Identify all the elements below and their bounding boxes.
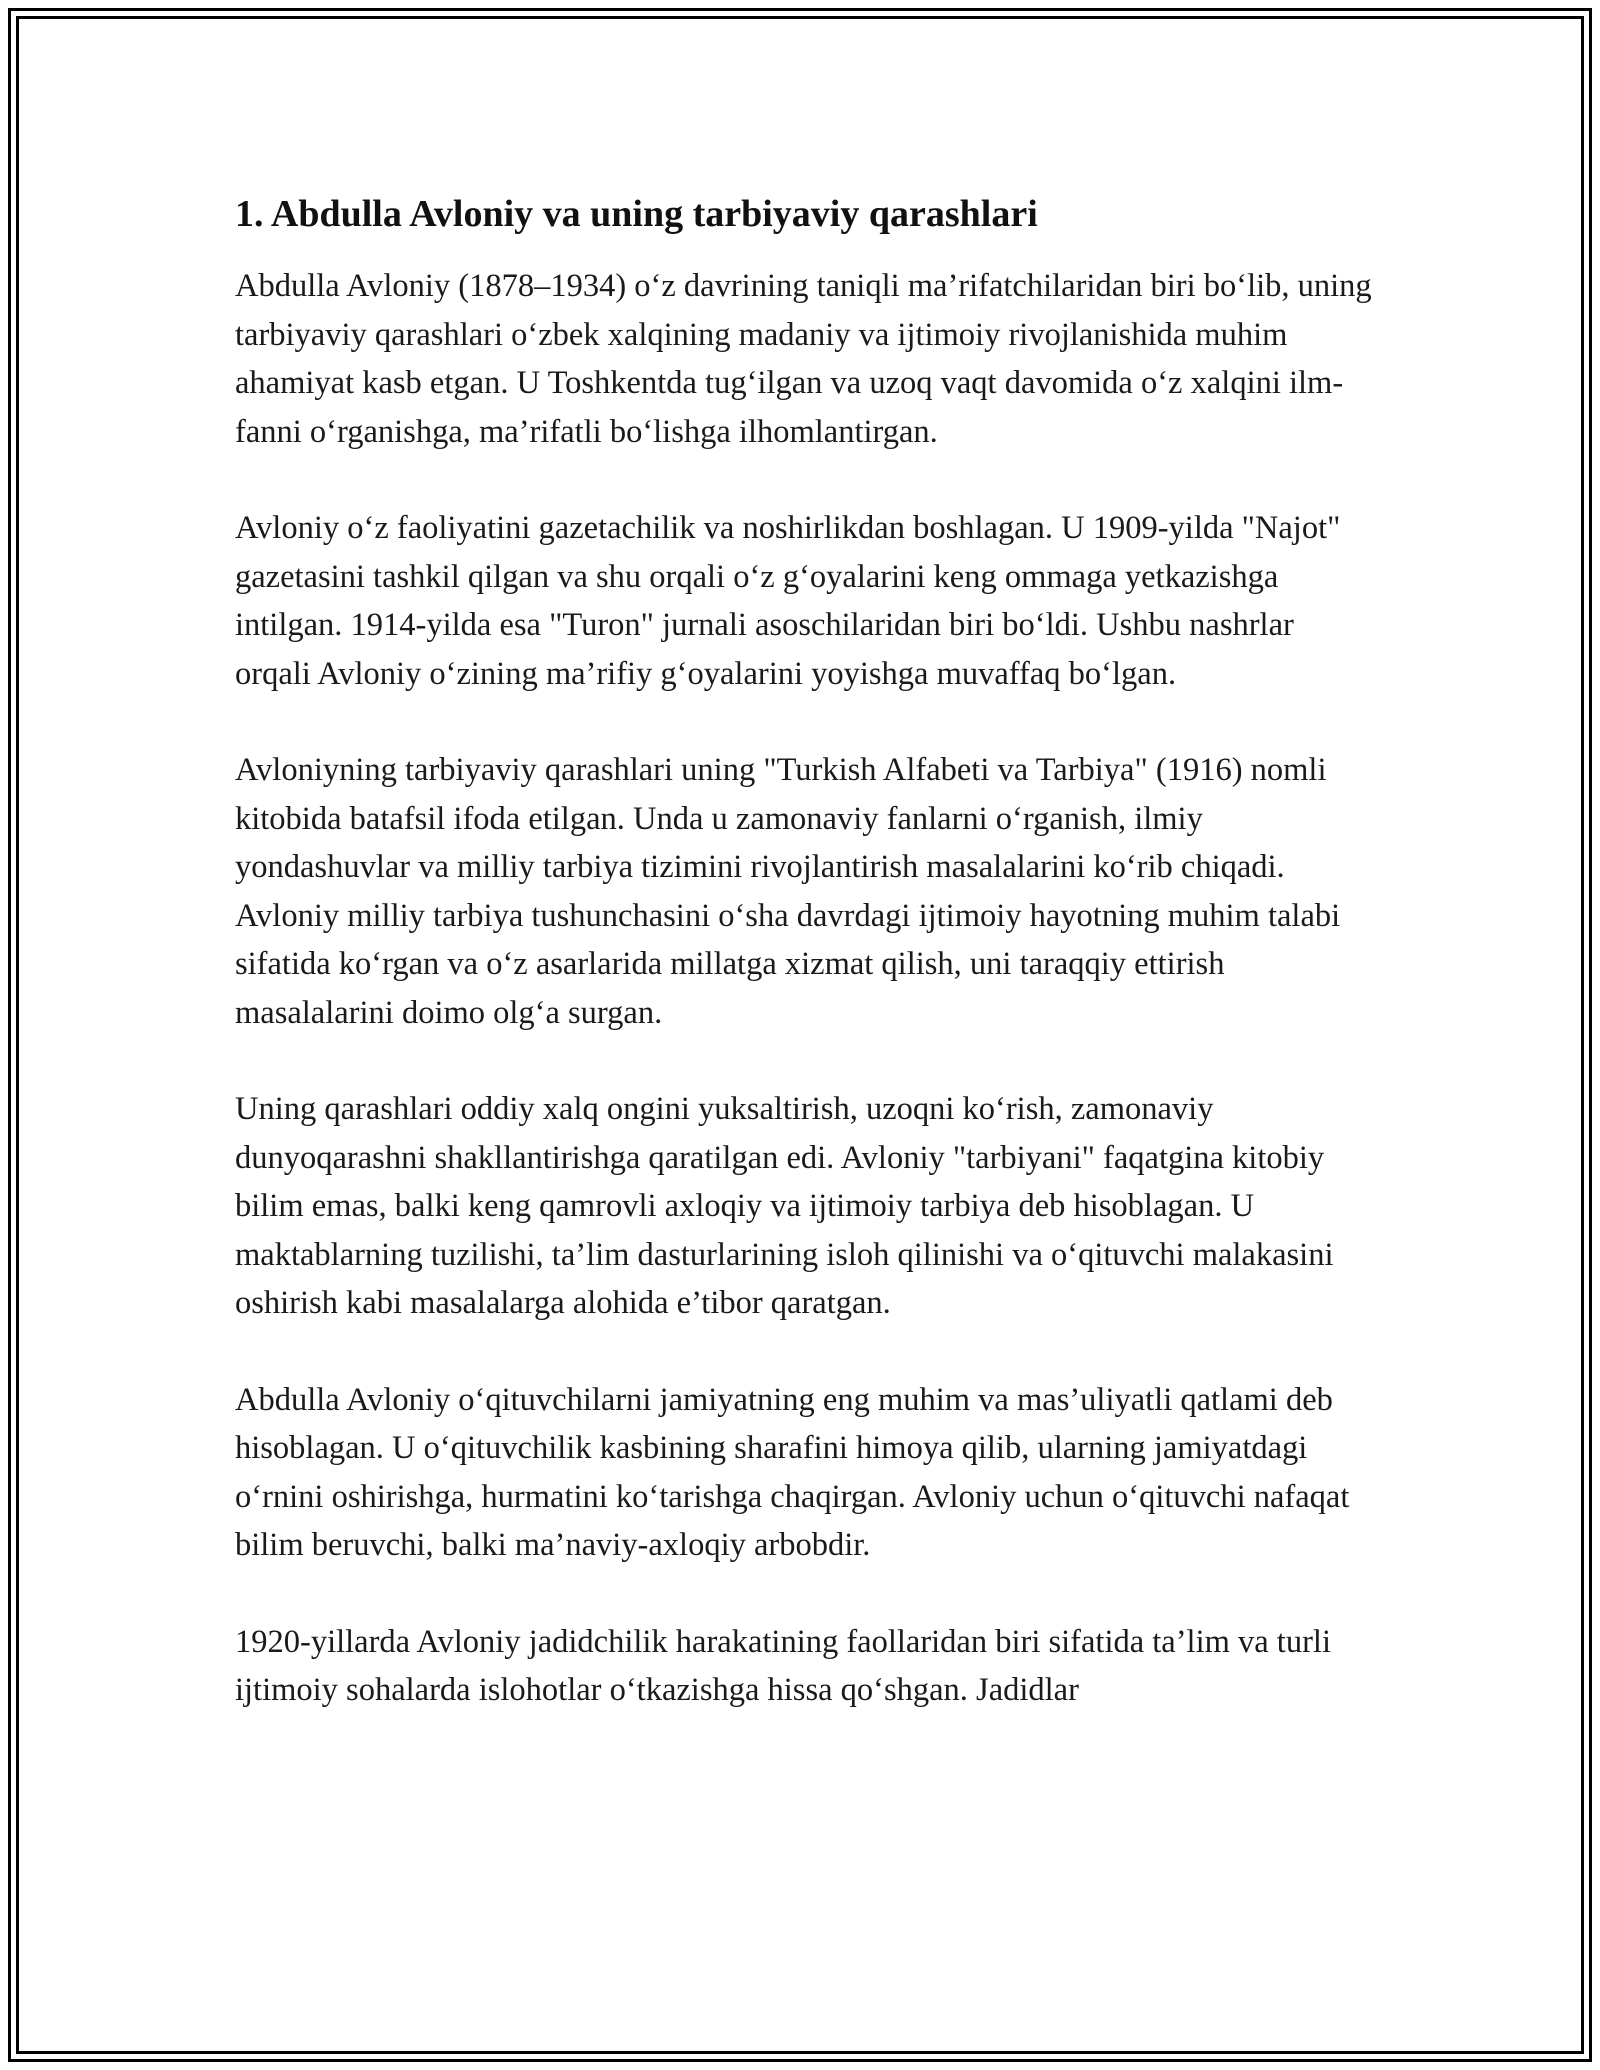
paragraph: 1920-yillarda Avloniy jadidchilik harakatining faollaridan biri sifatida ta’lim va turli ijtimoiy sohalarda islohotlar o‘tkazishga hissa qo‘shgan. Jadidlar xyxy=(235,1623,1331,1708)
paragraph: Uning qarashlari oddiy xalq ongini yuksaltirish, uzoqni ko‘rish, zamonaviy dunyoqarashni shakllantirishga qaratilgan edi. Avloniy "tarbiyani" faqatgina kitobiy bilim emas, balki keng qamrovli axloqiy va ijtimoiy tarbiya deb hisoblagan. U maktablarning tuzilishi, ta’lim dasturlarining isloh qilinishi va o‘qituvchi malakasini oshirish kabi masalalarga alohida e’tibor qaratgan. xyxy=(235,1091,1334,1321)
section-title: 1. Abdulla Avloniy va uning tarbiyaviy qarashlari xyxy=(235,193,1038,235)
paragraph: Abdulla Avloniy (1878–1934) o‘z davrining taniqli ma’rifatchilaridan biri bo‘lib, uning tarbiyaviy qarashlari o‘zbek xalqining madaniy va ijtimoiy rivojlanishida muhim ahamiyat kasb etgan. U Toshkentda tug‘ilgan va uzoq vaqt davomida o‘z xalqini ilm-fanni o‘rganishga, ma’rifatli bo‘lishga ilhomlantirgan. xyxy=(235,268,1372,450)
document-body xyxy=(235,188,1375,1763)
paragraph: Avloniy o‘z faoliyatini gazetachilik va noshirlikdan boshlagan. U 1909-yilda "Najot" gazetasini tashkil qilgan va shu orqali o‘z g‘oyalarini keng ommaga yetkazishga intilgan. 1914-yilda esa "Turon" jurnali asoschilaridan biri bo‘ldi. Ushbu nashrlar orqali Avloniy o‘zining ma’rifiy g‘oyalarini yoyishga muvaffaq bo‘lgan. xyxy=(235,510,1341,692)
paragraph: Abdulla Avloniy o‘qituvchilarni jamiyatning eng muhim va mas’uliyatli qatlami deb hisoblagan. U o‘qituvchilik kasbining sharafini himoya qilib, ularning jamiyatdagi o‘rnini oshirishga, hurmatini ko‘tarishga chaqirgan. Avloniy uchun o‘qituvchi nafaqat bilim beruvchi, balki ma’naviy-axloqiy arbobdir. xyxy=(235,1381,1350,1563)
paragraph: Avloniyning tarbiyaviy qarashlari uning "Turkish Alfabeti va Tarbiya" (1916) nomli kitobida batafsil ifoda etilgan. Unda u zamonaviy fanlarni o‘rganish, ilmiy yondashuvlar va milliy tarbiya tizimini rivojlantirish masalalarini ko‘rib chiqadi. Avloniy milliy tarbiya tushunchasini o‘sha davrdagi ijtimoiy hayotning muhim talabi sifatida ko‘rgan va o‘z asarlarida millatga xizmat qilish, uni taraqqiy ettirish masalalarini doimo olg‘a surgan. xyxy=(235,752,1341,1031)
